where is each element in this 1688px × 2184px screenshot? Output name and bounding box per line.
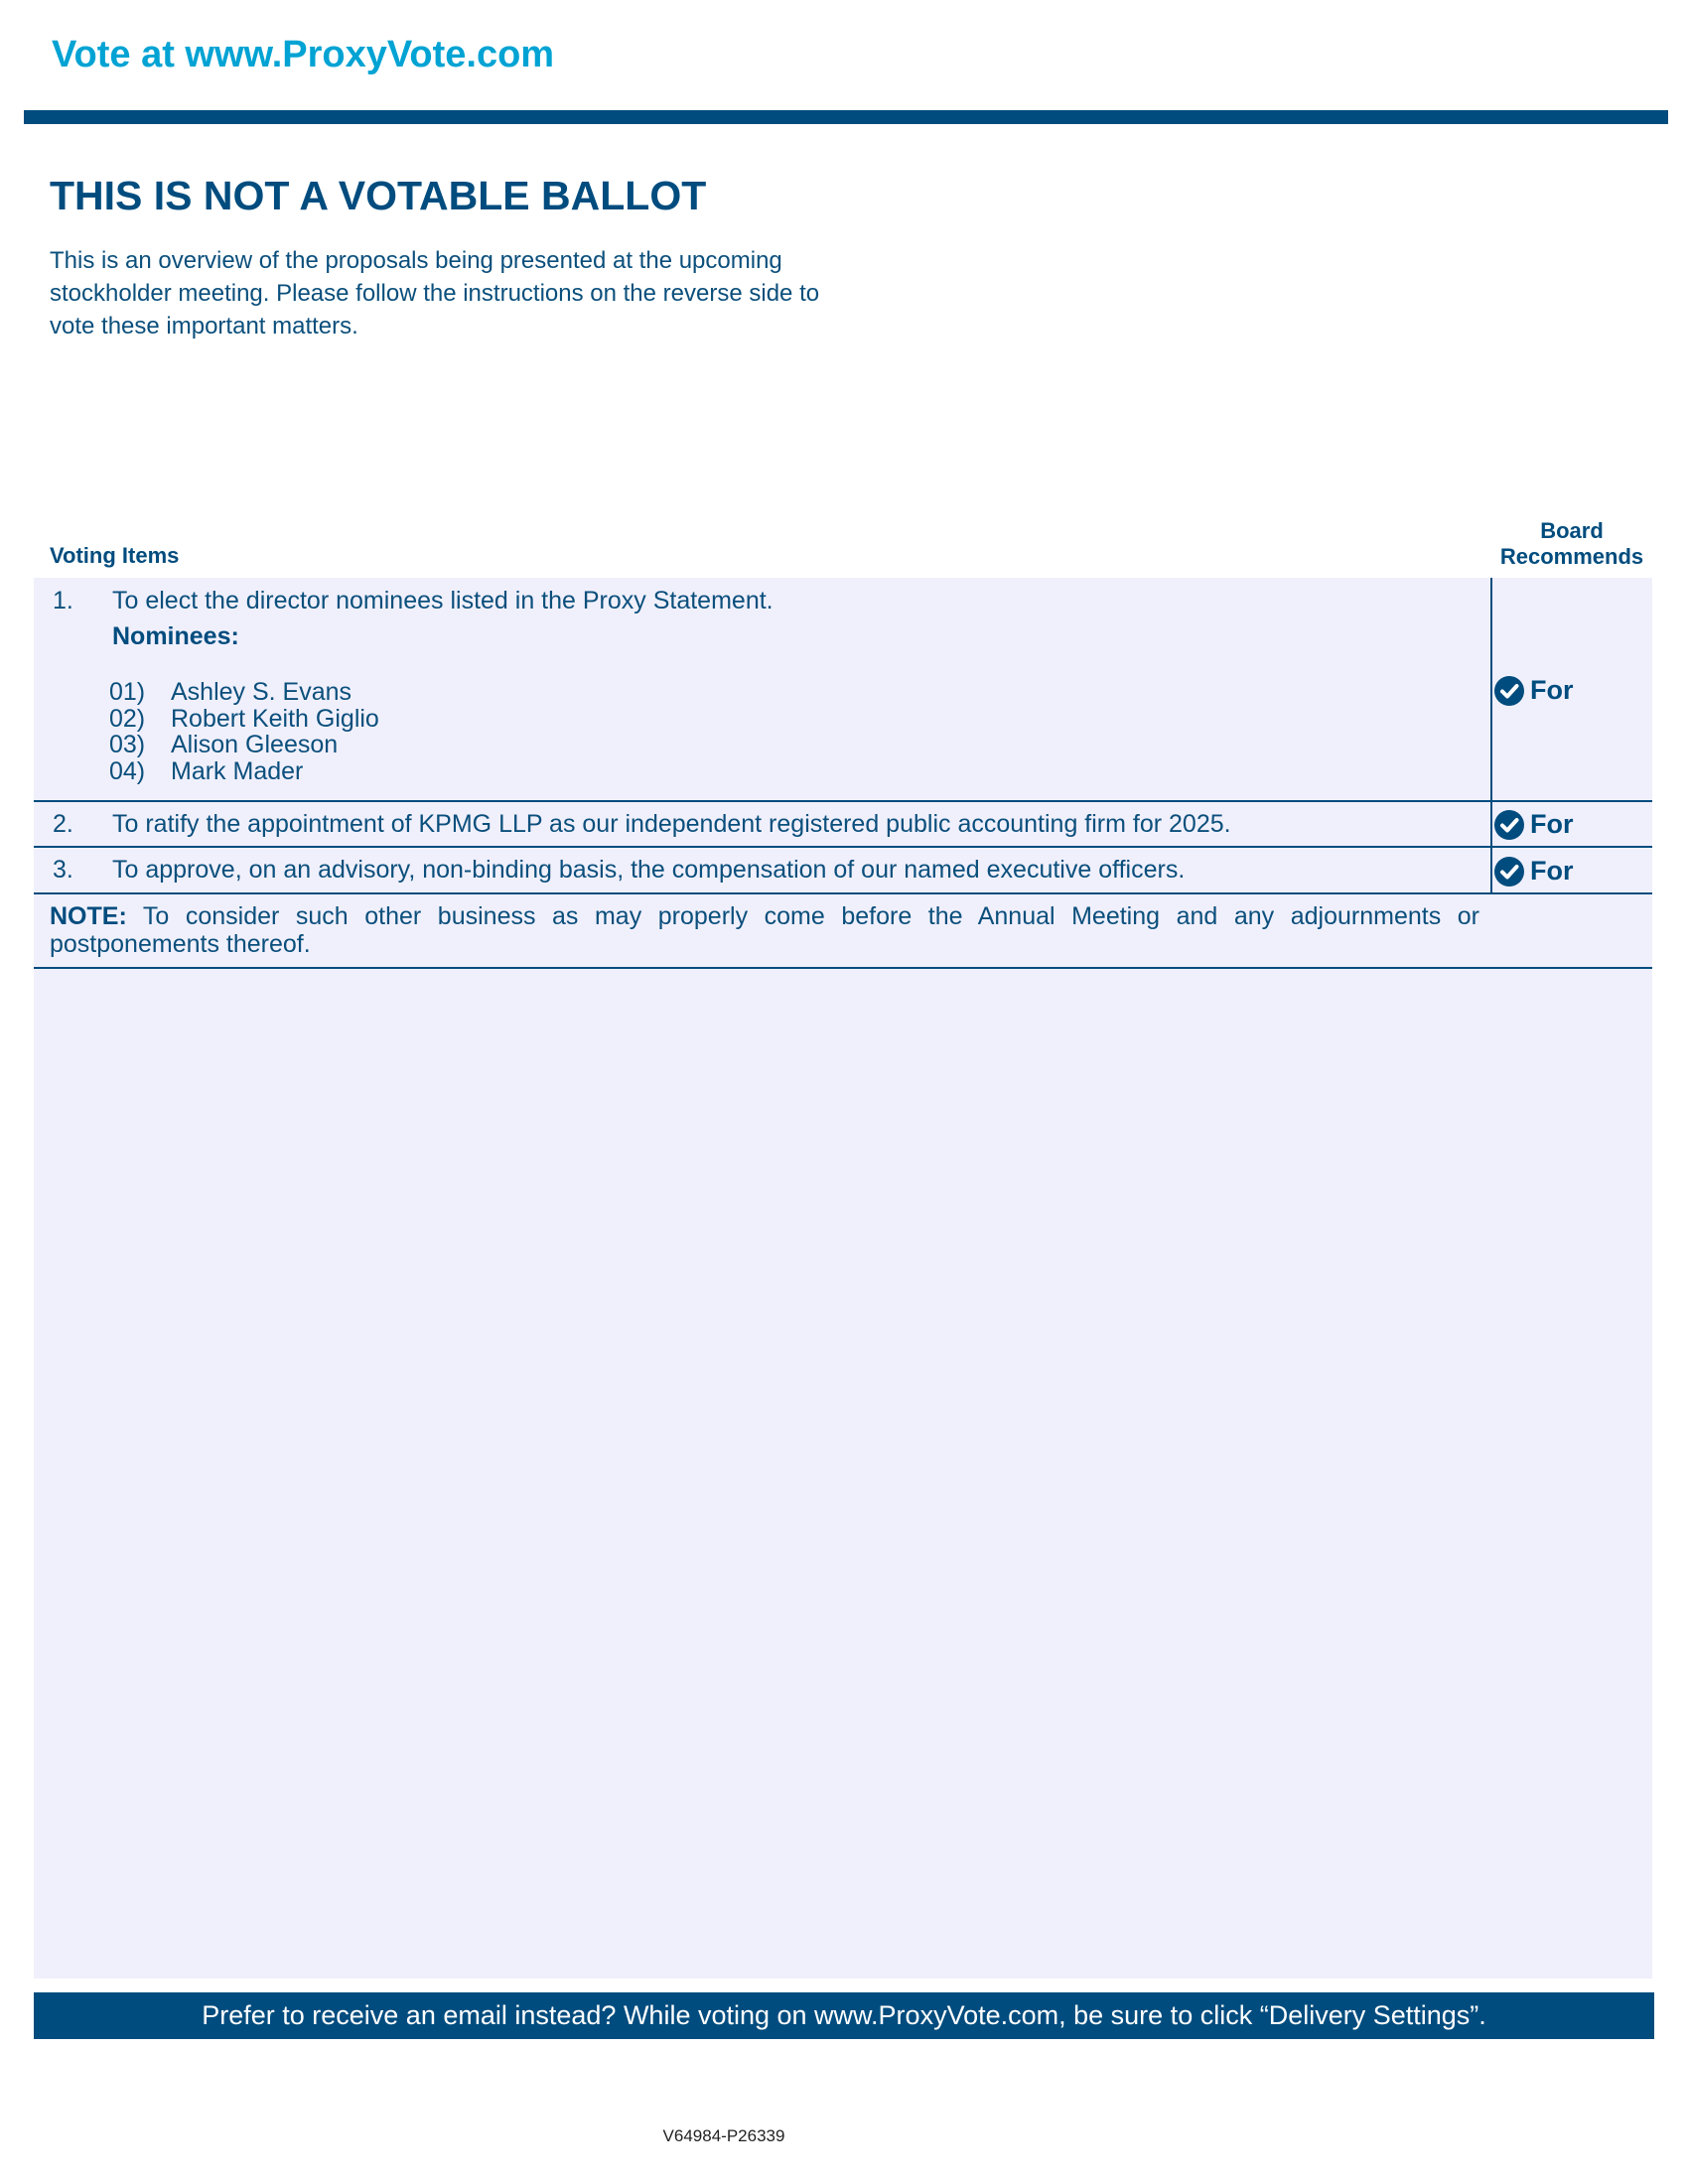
board-recommendation bbox=[1494, 809, 1574, 840]
item-number: 1. bbox=[53, 587, 73, 614]
board-recommends-line1: Board bbox=[1540, 518, 1604, 543]
nominee-item bbox=[109, 758, 303, 785]
document-code: V64984-P26339 bbox=[662, 2126, 785, 2145]
board-recommendation bbox=[1494, 675, 1574, 706]
item-text: To approve, on an advisory, non-binding basis, the compensation of our named executive officers. bbox=[112, 856, 1186, 884]
email-delivery-banner: Prefer to receive an email instead? While voting on www.ProxyVote.com, be sure to click “Delivery Settings”. bbox=[34, 1992, 1654, 2039]
voting-items-panel bbox=[34, 578, 1652, 1979]
board-recommendation bbox=[1494, 856, 1574, 887]
recommendation-value: For bbox=[1530, 675, 1574, 705]
note-row bbox=[34, 894, 1652, 969]
note-body: To consider such other business as may properly come before the Annual Meeting and any adjournments or postponements thereof. bbox=[50, 902, 1479, 958]
intro-paragraph: This is an overview of the proposals being presented at the upcoming stockholder meeting. Please follow the instructions on the reverse side to vote these important matters. bbox=[50, 247, 820, 340]
nominees-label: Nominees: bbox=[112, 622, 239, 650]
check-circle-icon bbox=[1494, 676, 1524, 706]
nominee-item bbox=[109, 732, 338, 758]
item-number: 2. bbox=[53, 810, 73, 838]
nominee-name: Mark Mader bbox=[171, 757, 304, 785]
nominee-name: Ashley S. Evans bbox=[171, 678, 352, 706]
voting-item-row-1 bbox=[34, 578, 1652, 802]
page-title: THIS IS NOT A VOTABLE BALLOT bbox=[50, 173, 707, 218]
nominee-number: 02) bbox=[109, 705, 146, 733]
nominee-name: Robert Keith Giglio bbox=[171, 705, 379, 733]
column-divider bbox=[1490, 848, 1492, 892]
nominee-number: 04) bbox=[109, 757, 146, 785]
nominee-item bbox=[109, 706, 379, 733]
item-text: To elect the director nominees listed in the Proxy Statement. bbox=[112, 587, 774, 614]
board-recommends-heading bbox=[1489, 518, 1654, 570]
voting-items-heading: Voting Items bbox=[50, 543, 180, 568]
nominee-item bbox=[109, 679, 352, 706]
recommendation-value: For bbox=[1530, 809, 1574, 839]
column-divider bbox=[1490, 802, 1492, 846]
vote-url-header: Vote at www.ProxyVote.com bbox=[52, 34, 555, 75]
check-circle-icon bbox=[1494, 857, 1524, 887]
nominee-number: 01) bbox=[109, 678, 146, 706]
recommendation-value: For bbox=[1530, 856, 1574, 886]
nominee-name: Alison Gleeson bbox=[171, 731, 339, 758]
check-circle-icon bbox=[1494, 810, 1524, 840]
item-text: To ratify the appointment of KPMG LLP as our independent registered public accounting firm for 2025. bbox=[112, 810, 1231, 838]
column-divider bbox=[1490, 578, 1492, 800]
voting-item-row-2 bbox=[34, 802, 1652, 848]
item-number: 3. bbox=[53, 856, 73, 884]
header-divider-bar bbox=[24, 110, 1668, 124]
note-label: NOTE: bbox=[50, 902, 127, 930]
voting-item-row-3 bbox=[34, 848, 1652, 894]
board-recommends-line2: Recommends bbox=[1499, 544, 1644, 569]
note-text bbox=[50, 902, 1479, 958]
nominee-number: 03) bbox=[109, 731, 146, 758]
